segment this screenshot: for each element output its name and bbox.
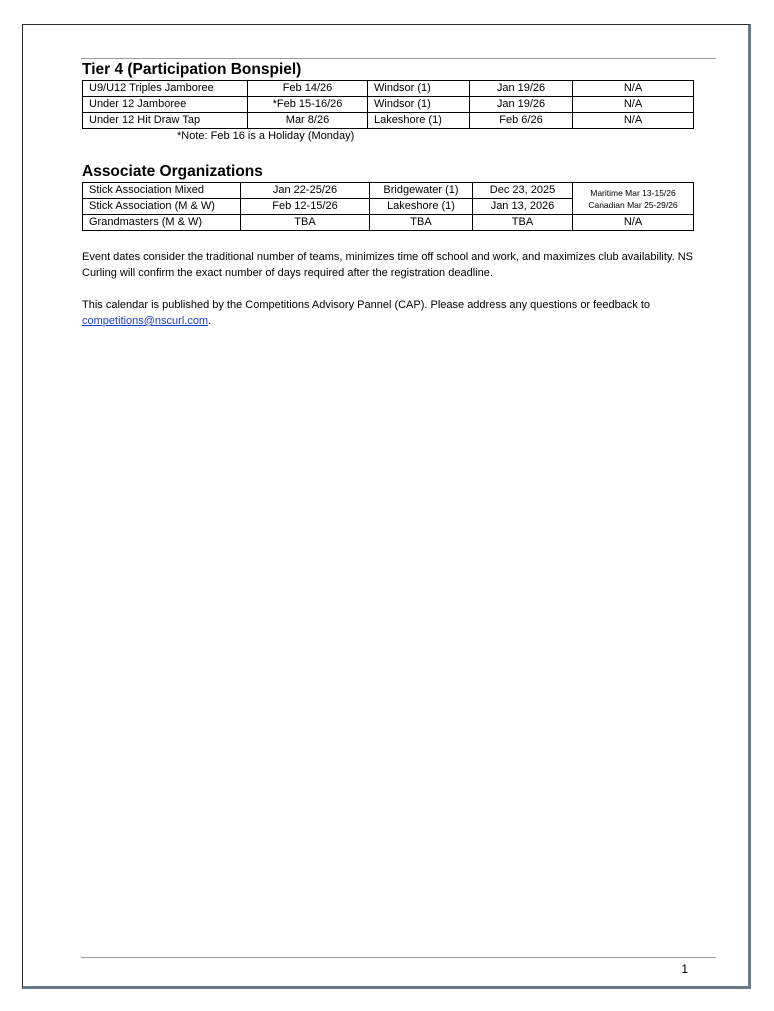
contact-text: This calendar is published by the Competitions Advisory Pannel (CAP). Please address any questions or feedback to: [82, 299, 651, 311]
event-date: Feb 12-15/26: [241, 199, 370, 215]
page-content: [82, 60, 716, 329]
header-rule: [81, 58, 716, 59]
tier4-table: [82, 80, 694, 129]
event-date: TBA: [241, 215, 370, 231]
table-row: [83, 97, 694, 113]
event-deadline: Jan 13, 2026: [473, 199, 573, 215]
event-venue: TBA: [370, 215, 473, 231]
event-name: Under 12 Jamboree: [83, 97, 248, 113]
event-venue: Lakeshore (1): [368, 113, 470, 129]
table-row: [83, 113, 694, 129]
event-national: N/A: [573, 113, 694, 129]
event-national: N/A: [573, 81, 694, 97]
event-deadline: Jan 19/26: [470, 97, 573, 113]
event-venue: Windsor (1): [368, 97, 470, 113]
event-date: Feb 14/26: [248, 81, 368, 97]
event-name: U9/U12 Triples Jamboree: [83, 81, 248, 97]
event-name: Grandmasters (M & W): [83, 215, 241, 231]
event-deadline: Dec 23, 2025: [473, 183, 573, 199]
event-deadline: Feb 6/26: [470, 113, 573, 129]
event-date: Mar 8/26: [248, 113, 368, 129]
holiday-note: *Note: Feb 16 is a Holiday (Monday): [177, 130, 355, 142]
maritime-date: Maritime Mar 13-15/26: [590, 187, 676, 198]
period: .: [208, 315, 212, 327]
national-dates-cell: [573, 183, 694, 215]
table-row: [83, 81, 694, 97]
event-deadline: Jan 19/26: [470, 81, 573, 97]
event-date: Jan 22-25/26: [241, 183, 370, 199]
event-dates-paragraph: Event dates consider the traditional number of teams, minimizes time off school and work, and maximizes club availability. NS Curling will confirm the exact number of days required after the registration deadline.: [82, 251, 693, 279]
footer-rule: [81, 957, 716, 958]
event-name: Under 12 Hit Draw Tap: [83, 113, 248, 129]
associate-heading: Associate Organizations: [82, 163, 263, 180]
canadian-date: Canadian Mar 25-29/26: [588, 199, 678, 210]
event-venue: Bridgewater (1): [370, 183, 473, 199]
event-national: N/A: [573, 97, 694, 113]
event-deadline: TBA: [473, 215, 573, 231]
event-national: N/A: [573, 215, 694, 231]
event-date: *Feb 15-16/26: [248, 97, 368, 113]
event-venue: Windsor (1): [368, 81, 470, 97]
page-number: 1: [681, 962, 688, 976]
table-row: [83, 183, 694, 199]
event-venue: Lakeshore (1): [370, 199, 473, 215]
document-page: [22, 24, 751, 989]
email-link[interactable]: competitions@nscurl.com: [82, 315, 209, 327]
associate-table: [82, 182, 694, 231]
table-row: [83, 215, 694, 231]
event-name: Stick Association (M & W): [83, 199, 241, 215]
tier4-heading: Tier 4 (Participation Bonspiel): [82, 61, 302, 78]
event-name: Stick Association Mixed: [83, 183, 241, 199]
contact-paragraph: [82, 297, 702, 329]
